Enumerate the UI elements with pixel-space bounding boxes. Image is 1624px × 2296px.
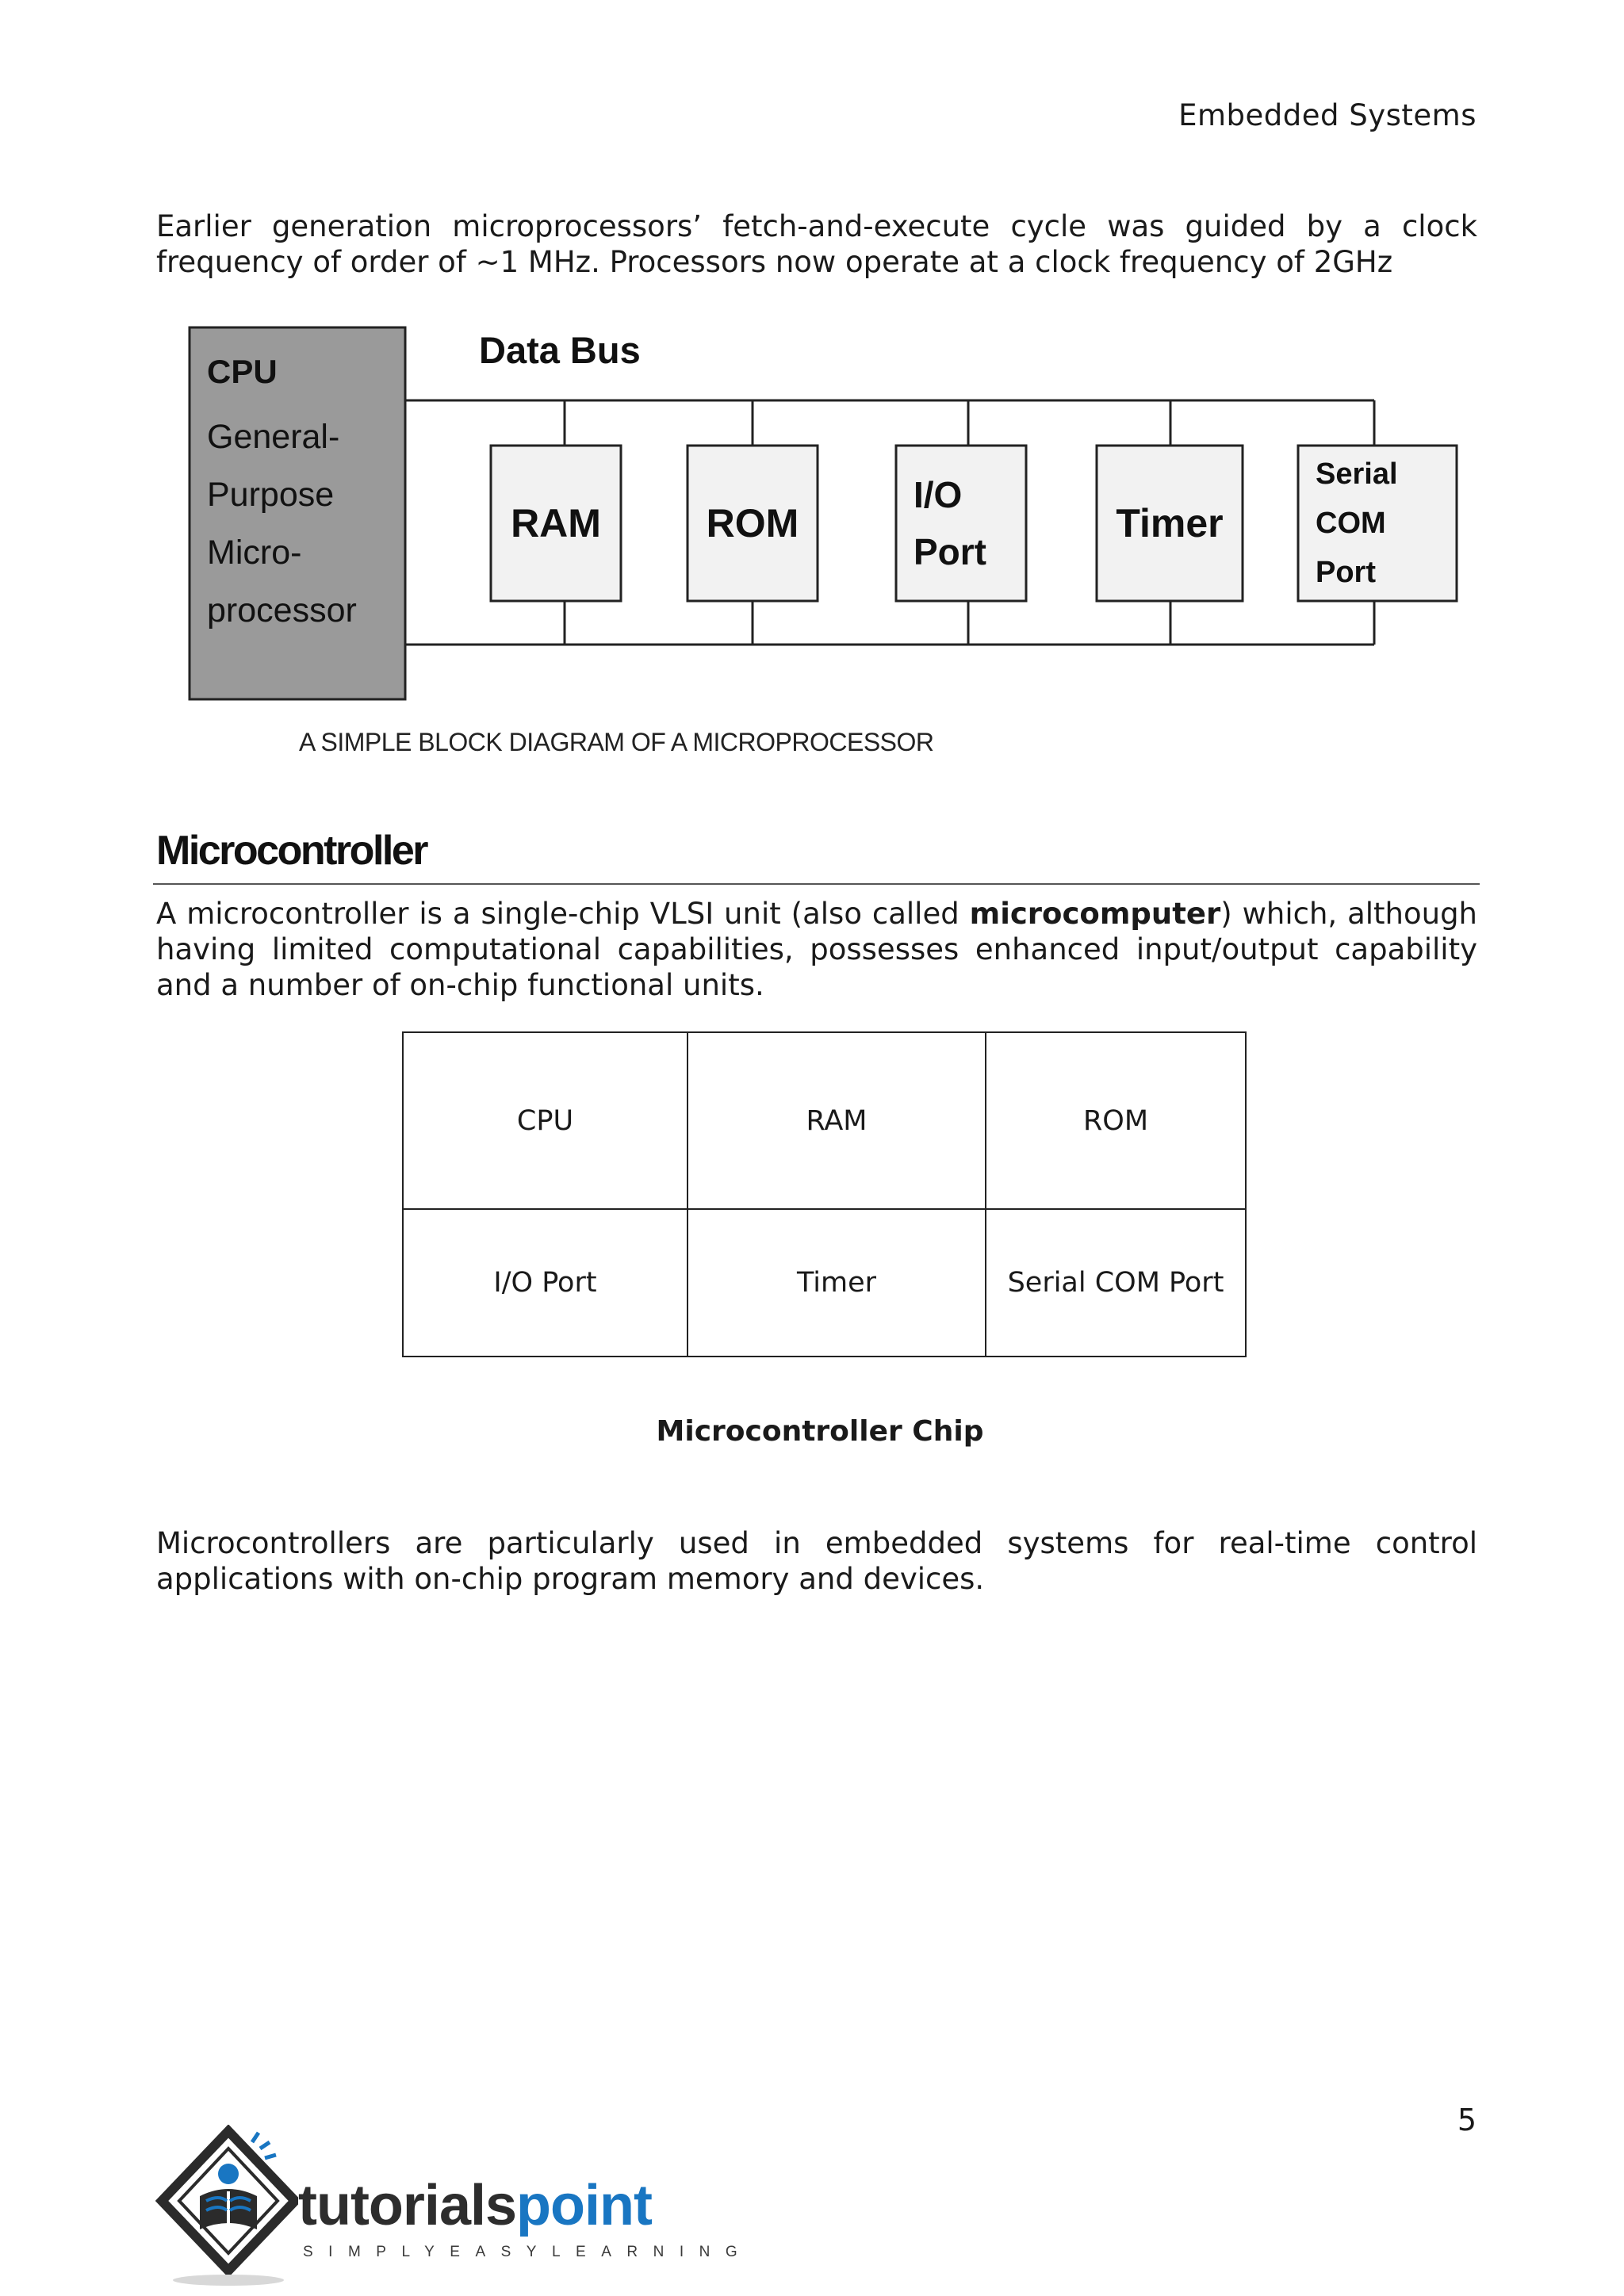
logo-wordmark [298,2174,652,2237]
io-port-label: I/O Port [914,474,986,572]
closing-paragraph: Microcontrollers are particularly used in embedded systems for real-time control applications with on-chip program memory and devices. [156,1526,1477,1596]
running-header: Embedded Systems [1178,98,1477,132]
table-cell: Timer [688,1209,986,1357]
cpu-block [190,327,405,699]
para-text-after: ) which, although having limited computational capabilities, possesses enhanced input/output capability and a number of on-chip functional units. [156,897,1478,1002]
timer-label: Timer [1116,501,1224,545]
logo-word-1: tutorials [298,2174,517,2237]
table-caption: Microcontroller Chip [656,1415,984,1448]
heading-underline [153,883,1480,885]
microcontroller-chip-table [402,1031,1247,1357]
serial-com-port-label: Serial COM Port [1316,457,1398,589]
logo-word-2: point [516,2174,652,2237]
para-text-before: A microcontroller is a single-chip VLSI unit (also called [156,897,970,931]
tutorialspoint-logo [155,2125,753,2291]
table-cell: I/O Port [403,1209,688,1357]
table-cell: RAM [688,1032,986,1209]
logo-tagline: SIMPLYEASYLEARNING [303,2244,753,2260]
tutorialspoint-logo-icon [155,2125,298,2291]
table-row [403,1209,1246,1357]
microcontroller-paragraph [156,896,1477,1003]
section-heading: Microcontroller [156,828,427,874]
table-cell: Serial COM Port [986,1209,1246,1357]
table-row [403,1032,1246,1209]
microprocessor-block-diagram [187,325,1465,785]
table-cell: ROM [986,1032,1246,1209]
page-number: 5 [1457,2103,1477,2137]
cpu-description: General-Purpose Micro-processor [207,418,357,629]
rom-label: ROM [706,501,799,545]
ram-label: RAM [511,501,601,545]
table-cell: CPU [403,1032,688,1209]
cpu-title: CPU [207,353,278,390]
bold-term: microcomputer [969,897,1221,931]
data-bus-title: Data Bus [479,329,641,371]
intro-paragraph: Earlier generation microprocessors’ fetch-and-execute cycle was guided by a clock frequency of order of ~1 MHz. Processors now operate at a clock frequency of 2GHz [156,209,1477,279]
diagram-caption: A SIMPLE BLOCK DIAGRAM OF A MICROPROCESSOR [299,728,934,756]
